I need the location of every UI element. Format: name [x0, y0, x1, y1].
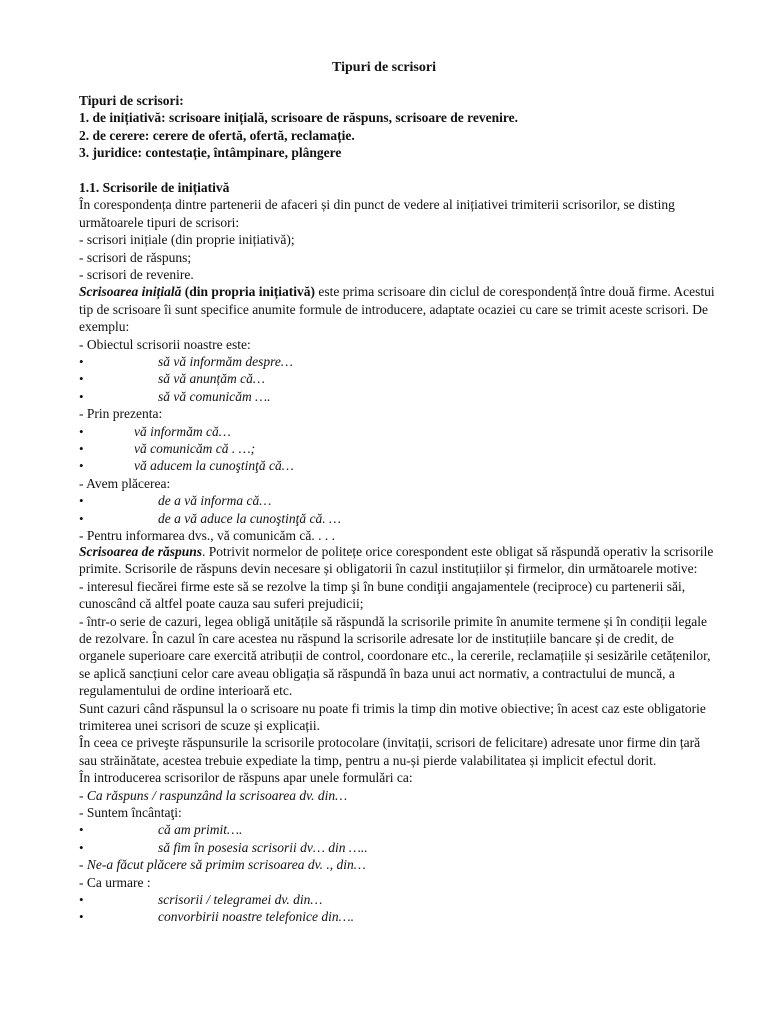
- bullet-text: de a vă informa că…: [158, 493, 272, 509]
- formula-heading: - Ca răspuns / raspunzând la scrisoarea dv. din…: [79, 787, 348, 803]
- bullet-text: convorbirii noastre telefonice din….: [158, 909, 354, 925]
- bullet-glyph: •: [79, 371, 84, 387]
- bullet-text: vă comunicăm că . …;: [134, 440, 256, 456]
- formula-heading: - Prin prezenta:: [79, 406, 163, 422]
- paragraph-scrisoarea-raspuns: [79, 543, 719, 578]
- paragraph: În ceea ce priveşte răspunsurile la scrisorile protocolare (invitații, scrisori de felicitare) adresate unor firme din țară sau străinătate, acestea trebuie expediate la timp, pentru a nu-și pierde valabilitatea și implicit efectul dorit.: [79, 735, 701, 768]
- bullet-text: de a vă aduce la cunoştinţă că. …: [158, 510, 341, 526]
- formula-heading: - Suntem încântaţi:: [79, 805, 182, 821]
- bullet-glyph: •: [79, 440, 84, 456]
- section-heading: 1.1. Scrisorile de inițiativă: [79, 180, 230, 195]
- bullet-item: [79, 440, 719, 457]
- paragraph: În introducerea scrisorilor de răspuns apar unele formulări ca:: [79, 770, 413, 786]
- formula-heading: - Ne-a făcut plăcere să primim scrisoarea dv. ., din…: [79, 857, 366, 873]
- list-item: - scrisori de răspuns;: [79, 249, 192, 265]
- lead-term-qualifier: (din propria inițiativă): [181, 284, 316, 300]
- list-item: - scrisori inițiale (din proprie inițiativă);: [79, 232, 295, 248]
- bullet-item: [79, 821, 719, 838]
- bullet-item: [79, 423, 719, 440]
- bullet-glyph: •: [79, 909, 84, 925]
- intro-section: [79, 92, 719, 162]
- intro-item: 2. de cerere: cerere de ofertă, ofertă, reclamație.: [79, 127, 355, 143]
- intro-item: 3. juridice: contestație, întâmpinare, plângere: [79, 145, 342, 161]
- bullet-text: să vă anunțăm că…: [158, 371, 265, 387]
- bullet-glyph: •: [79, 423, 84, 439]
- bullet-text: că am primit….: [158, 822, 243, 838]
- lead-term: Scrisoarea de răspuns: [79, 544, 203, 559]
- bullet-item: [79, 839, 719, 856]
- formula-heading: - Obiectul scrisorii noastre este:: [79, 336, 251, 352]
- bullet-glyph: •: [79, 388, 84, 404]
- bullet-item: [79, 370, 719, 387]
- bullet-text: să vă comunicăm ….: [158, 388, 271, 404]
- bullet-glyph: •: [79, 510, 84, 526]
- section-raspuns: [79, 543, 719, 926]
- intro-heading: Tipuri de scrisori:: [79, 93, 184, 108]
- bullet-item: [79, 891, 719, 908]
- bullet-glyph: •: [79, 822, 84, 838]
- paragraph-text: este prima scrisoare din ciclul de corespondență între două firme. Acestui tip de scrisoare îi sunt specifice anumite formule de introducere, adaptate ocaziei cu care se trimit aceste scrisori. De exemplu:: [79, 284, 715, 335]
- bullet-glyph: •: [79, 839, 84, 855]
- bullet-text: vă aducem la cunoştinţă că…: [134, 458, 294, 474]
- bullet-item: [79, 353, 719, 370]
- bullet-text: să fim în posesia scrisorii dv… din …..: [158, 839, 368, 855]
- paragraph: În corespondența dintre partenerii de afaceri și din punct de vedere al inițiativei trimiterii scrisorilor, se disting următoarele tipuri de scrisori:: [79, 197, 675, 230]
- paragraph: - interesul fiecărei firme este să se rezolve la timp şi în bune condiţii angajamentele (reciproce) cu partenerii săi, cunoscând că altfel poate cauza sau suferi prejudicii;: [79, 578, 686, 612]
- paragraph: - într-o serie de cazuri, legea obligă unitățile să răspundă la scrisorile primite în anumite termene și în condiții legale de rezolvare. În cazul în care acestea nu răspund la scrisorile adresate lor de instituțiile bancare și de credit, de organele superioare care exercită atribuții de control, coordonare etc., la cererile, reclamațiile și sesizările cetățenilor, se aplică sancțiuni celor care aveau obligația să răspundă în baza unui act normativ, a contractului de muncă, a regulamentului de ordine interioară etc.: [79, 613, 711, 699]
- formula-heading: - Avem plăcerea:: [79, 475, 171, 491]
- formula-heading: - Ca urmare :: [79, 874, 151, 890]
- document-title: Tipuri de scrisori: [332, 60, 436, 75]
- bullet-text: vă informăm că…: [134, 423, 231, 439]
- intro-item: 1. de inițiativă: scrisoare inițială, scrisoare de răspuns, scrisoare de revenire.: [79, 110, 518, 126]
- section-initiativa: [79, 179, 719, 544]
- bullet-item: [79, 510, 719, 527]
- list-item: - scrisori de revenire.: [79, 266, 194, 282]
- bullet-glyph: •: [79, 892, 84, 908]
- bullet-glyph: •: [79, 353, 84, 369]
- bullet-text: să vă informăm despre…: [158, 353, 293, 369]
- bullet-item: [79, 457, 719, 474]
- bullet-item: [79, 492, 719, 509]
- bullet-glyph: •: [79, 458, 84, 474]
- paragraph-text: . Potrivit normelor de politețe orice corespondent este obligat să răspundă operativ la scrisorile primite. Scrisorile de răspuns devin necesare și obligatorii în cazul instituțiilor și firmelor, din următoarele motive:: [79, 544, 714, 577]
- bullet-text: scrisorii / telegramei dv. din…: [158, 892, 323, 908]
- paragraph: Sunt cazuri când răspunsul la o scrisoare nu poate fi trimis la timp din motive obiective; în acest caz este obligatorie trimiterea unei scrisori de scuze și explicații.: [79, 700, 706, 734]
- bullet-item: [79, 388, 719, 405]
- paragraph-scrisoarea-initiala: [79, 283, 719, 335]
- formula-heading: - Pentru informarea dvs., vă comunicăm că. . . .: [79, 527, 336, 543]
- lead-term: Scrisoarea inițială: [79, 284, 182, 300]
- bullet-glyph: •: [79, 493, 84, 509]
- bullet-item: [79, 908, 719, 925]
